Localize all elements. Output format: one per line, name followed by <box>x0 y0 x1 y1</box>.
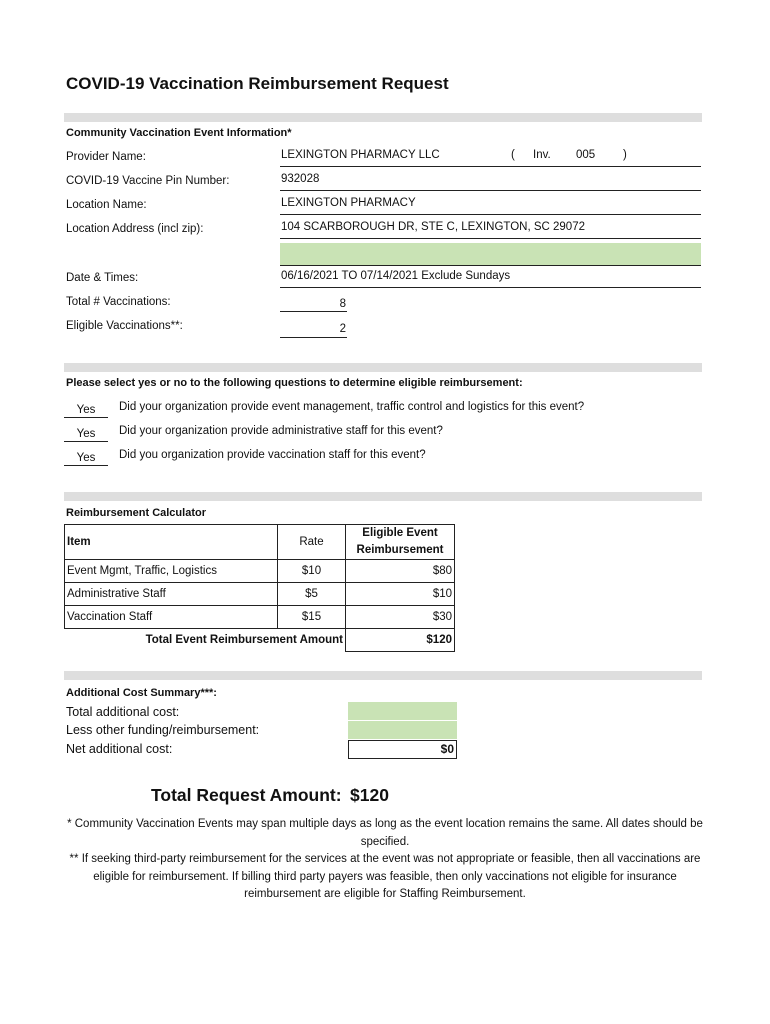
col-reimbursement-header-line1: Eligible Event <box>362 527 438 539</box>
eligible-vaccinations-label: Eligible Vaccinations**: <box>66 320 183 332</box>
dates-value: 06/16/2021 TO 07/14/2021 Exclude Sundays <box>281 270 511 282</box>
total-vaccinations-value: 8 <box>339 298 346 310</box>
net-additional-cost-value: $0 <box>348 740 457 759</box>
total-request-label: Total Request Amount: <box>151 785 342 805</box>
footnote-1: * Community Vaccination Events may span multiple days as long as the event location remains the same. All dates should be specified. <box>67 818 703 848</box>
reimbursement-calculator-table <box>64 524 455 652</box>
answer-select-1[interactable] <box>64 397 108 418</box>
pin-number-field[interactable] <box>280 172 701 191</box>
location-address-line2-field[interactable] <box>280 243 701 266</box>
row-amount: $80 <box>346 560 455 583</box>
inv-open-paren: ( <box>511 149 515 161</box>
location-name-field[interactable] <box>280 196 701 215</box>
inv-number: 005 <box>576 149 596 161</box>
total-additional-cost-label: Total additional cost: <box>66 705 180 719</box>
row-item: Vaccination Staff <box>65 606 278 629</box>
row-item: Administrative Staff <box>65 583 278 606</box>
provider-name-value: LEXINGTON PHARMACY LLC <box>281 149 440 161</box>
eligible-vaccinations-value: 2 <box>339 323 346 335</box>
answer-value: Yes <box>76 404 96 416</box>
answer-value: Yes <box>76 452 96 464</box>
total-request-value: $120 <box>350 785 389 805</box>
col-reimbursement-header <box>346 525 455 560</box>
table-row <box>65 560 455 583</box>
col-item-header: Item <box>65 525 278 560</box>
section-divider <box>64 492 702 501</box>
location-name-label: Location Name: <box>66 199 147 211</box>
pin-number-value: 932028 <box>281 173 320 185</box>
col-reimbursement-header-line2: Reimbursement <box>356 544 444 556</box>
less-other-funding-field[interactable] <box>348 721 457 739</box>
questions-heading: Please select yes or no to the following questions to determine eligible reimbursement: <box>66 377 523 389</box>
net-additional-cost-label: Net additional cost: <box>66 742 173 756</box>
total-reimbursement-value: $120 <box>346 629 455 652</box>
eligible-vaccinations-field[interactable] <box>280 317 347 338</box>
total-vaccinations-field[interactable] <box>280 293 347 312</box>
row-amount: $30 <box>346 606 455 629</box>
row-amount: $10 <box>346 583 455 606</box>
additional-cost-heading: Additional Cost Summary***: <box>66 687 217 699</box>
question-text-3: Did you organization provide vaccination staff for this event? <box>119 449 426 461</box>
table-header-row <box>65 525 455 560</box>
total-reimbursement-label: Total Event Reimbursement Amount <box>65 629 346 652</box>
row-rate: $5 <box>278 583 346 606</box>
answer-select-3[interactable] <box>64 445 108 466</box>
section-divider <box>64 671 702 680</box>
col-rate-header: Rate <box>278 525 346 560</box>
calculator-heading: Reimbursement Calculator <box>66 507 206 519</box>
dates-label: Date & Times: <box>66 272 139 284</box>
inv-label: Inv. <box>533 149 551 161</box>
total-additional-cost-field[interactable] <box>348 702 457 720</box>
table-row <box>65 583 455 606</box>
inv-close-paren: ) <box>623 149 627 161</box>
question-text-1: Did your organization provide event management, traffic control and logistics for this event? <box>119 401 585 413</box>
answer-select-2[interactable] <box>64 421 108 442</box>
total-vaccinations-label: Total # Vaccinations: <box>66 296 171 308</box>
answer-value: Yes <box>76 428 96 440</box>
provider-name-label: Provider Name: <box>66 151 146 163</box>
section-divider <box>64 363 702 372</box>
less-other-funding-label: Less other funding/reimbursement: <box>66 723 260 737</box>
row-rate: $10 <box>278 560 346 583</box>
provider-name-field[interactable] <box>280 148 701 167</box>
row-item: Event Mgmt, Traffic, Logistics <box>65 560 278 583</box>
event-info-heading: Community Vaccination Event Information* <box>66 127 292 139</box>
footnote-2: ** If seeking third-party reimbursement for the services at the event was not appropriate or feasible, then all vaccinations are eligible for reimbursement. If billing third party payers was feasible, then only vaccinations not eligible for insurance reimbursement are eligible for Staffing Reimbursement. <box>69 853 701 900</box>
table-row <box>65 606 455 629</box>
pin-number-label: COVID-19 Vaccine Pin Number: <box>66 175 230 187</box>
table-total-row <box>65 629 455 652</box>
location-address-field[interactable] <box>280 220 701 239</box>
dates-field[interactable] <box>280 269 701 288</box>
row-rate: $15 <box>278 606 346 629</box>
section-divider <box>64 113 702 122</box>
location-address-label: Location Address (incl zip): <box>66 223 204 235</box>
page-title: COVID-19 Vaccination Reimbursement Request <box>66 74 449 93</box>
question-text-2: Did your organization provide administrative staff for this event? <box>119 425 443 437</box>
location-name-value: LEXINGTON PHARMACY <box>281 197 416 209</box>
location-address-value: 104 SCARBOROUGH DR, STE C, LEXINGTON, SC 29072 <box>281 221 585 233</box>
